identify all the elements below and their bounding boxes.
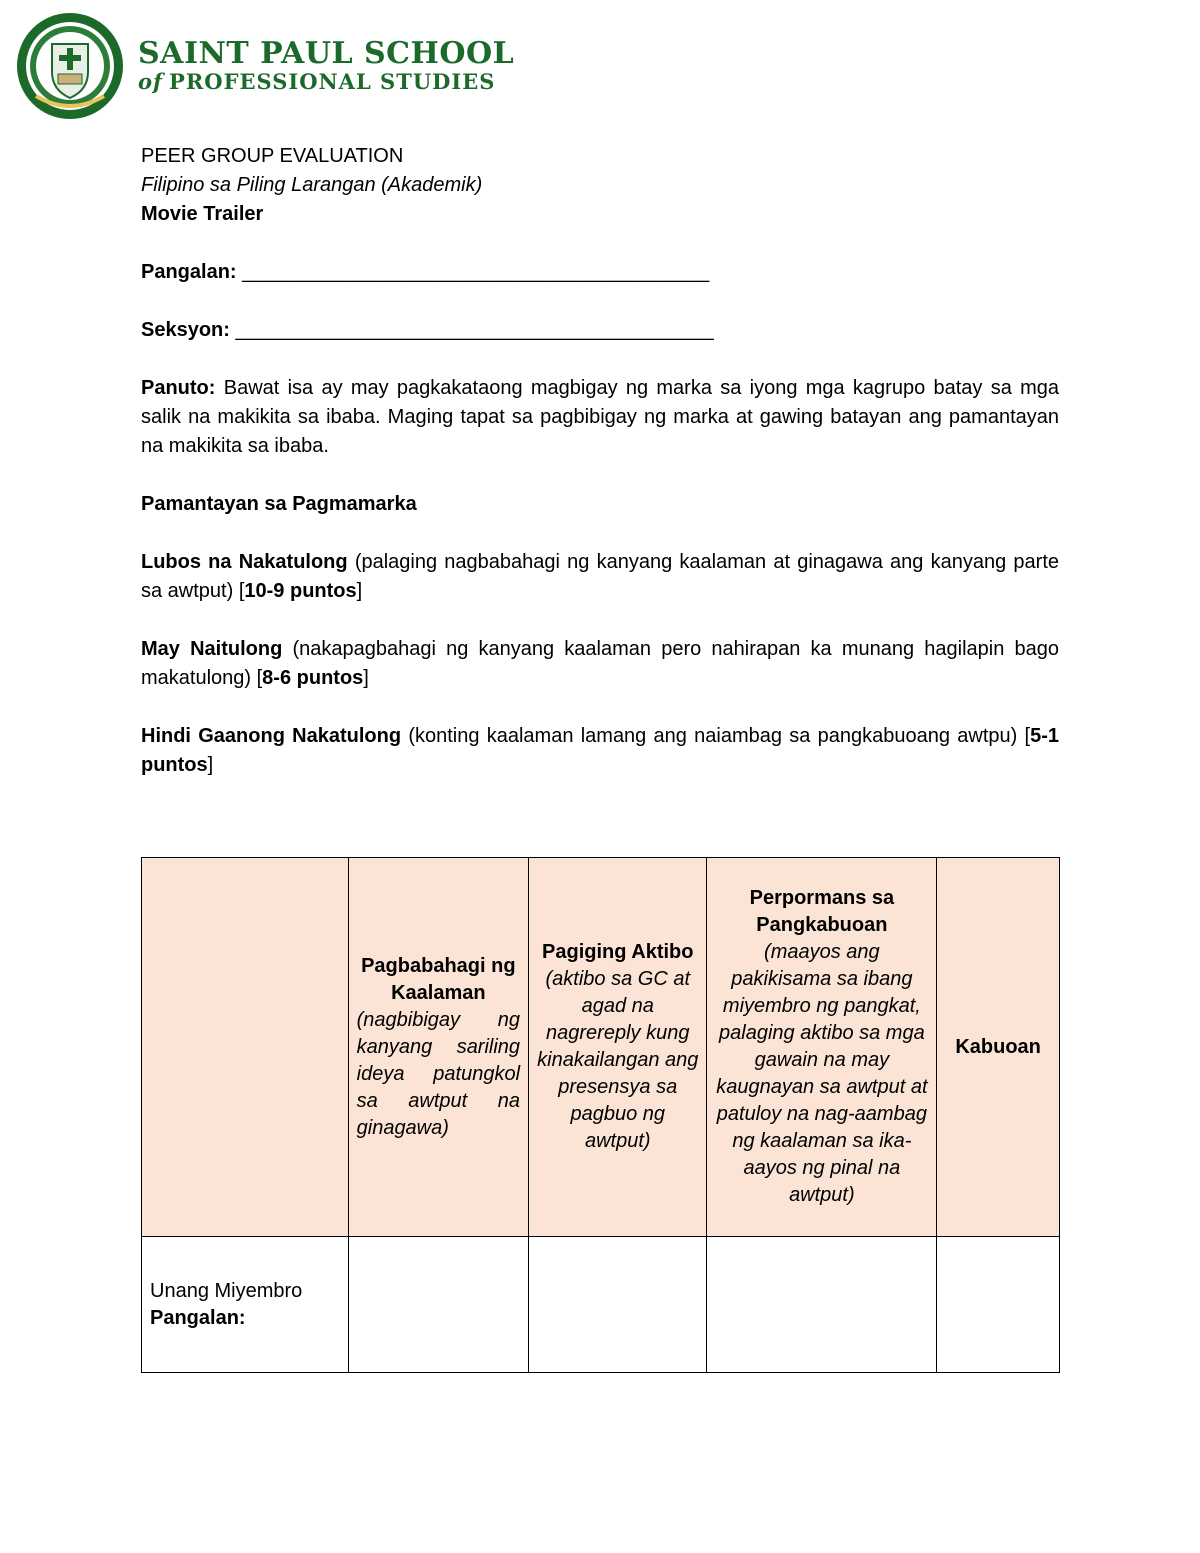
header-cell-perpormans xyxy=(707,858,937,1237)
member-cell xyxy=(142,1237,349,1373)
school-seal-logo xyxy=(14,12,127,120)
score-cell-pagiging-aktibo[interactable] xyxy=(529,1237,707,1373)
level-name: Lubos na Nakatulong xyxy=(141,551,348,573)
peer-evaluation-table xyxy=(141,857,1060,1373)
member-name-label: Pangalan: xyxy=(150,1306,246,1329)
instructions-paragraph xyxy=(141,374,1059,461)
subject-line: Filipino sa Piling Larangan (Akademik) xyxy=(141,174,483,196)
level-desc: (nakapagbahagi ng kanyang kaalaman pero nahirapan ka munang hagilapin bago makatulong) [ xyxy=(141,638,1060,689)
section-label: Seksyon: xyxy=(141,319,230,341)
level-name: Hindi Gaanong Nakatulong xyxy=(141,725,402,747)
column-title: Pagbabahagi ng Kaalaman xyxy=(361,954,516,1004)
level-desc: (palaging nagbabahagi ng kanyang kaalaman at ginagawa ang kanyang parte sa awtput) [ xyxy=(141,551,1059,602)
level-close: ] xyxy=(363,667,369,689)
score-cell-pagbabahagi[interactable] xyxy=(348,1237,528,1373)
column-desc: (maayos ang pakikisama sa ibang miyembro ng pangkat, palaging aktibo sa mga gawain na may kaugnayan sa awtput at patuloy na nag-aambag ng kaalaman sa ika-aayos ng pinal na awtput) xyxy=(716,941,928,1206)
header-cell-kabuoan xyxy=(937,858,1060,1237)
activity-line: Movie Trailer xyxy=(141,203,264,225)
column-title: Kabuoan xyxy=(955,1035,1041,1058)
school-name-line2 xyxy=(138,70,514,94)
school-header xyxy=(14,12,534,120)
section-blank: ___________________________________________ xyxy=(235,319,714,341)
table-row xyxy=(142,1237,1060,1373)
section-field-line xyxy=(141,316,1059,345)
score-cell-kabuoan[interactable] xyxy=(937,1237,1060,1373)
name-blank: __________________________________________ xyxy=(242,261,710,283)
header-cell-pagiging-aktibo xyxy=(529,858,707,1237)
level-name: May Naitulong xyxy=(141,638,283,660)
level-close: ] xyxy=(356,580,363,602)
level-points: 10-9 puntos xyxy=(244,580,357,602)
column-desc: (aktibo sa GC at agad na nagrereply kung kinakailangan ang presensya sa pagbuo ng awtput) xyxy=(537,968,699,1152)
school-name-line1: SAINT PAUL SCHOOL xyxy=(138,36,515,71)
column-desc: (nagbibigay ng kanyang sariling ideya patungkol sa awtput na ginagawa) xyxy=(356,1008,521,1139)
document-body xyxy=(141,142,1059,780)
column-title: Pagiging Aktibo xyxy=(542,941,694,963)
criteria-heading: Pamantayan sa Pagmamarka xyxy=(141,493,417,515)
member-label: Unang Miyembro xyxy=(150,1279,303,1302)
table-header-row xyxy=(142,858,1060,1237)
criteria-level-3 xyxy=(141,722,1059,780)
criteria-level-2 xyxy=(141,635,1059,693)
level-desc: (konting kaalaman lamang ang naiambag sa pangkabuoang awtpu) [ xyxy=(401,725,1031,747)
school-name-of: of xyxy=(138,69,164,94)
header-cell-pagbabahagi xyxy=(348,858,528,1237)
level-points: 5-1 puntos xyxy=(141,725,1060,776)
instructions-text: Bawat isa ay may pagkakataong magbigay ng marka sa iyong mga kagrupo batay sa mga salik na makikita sa ibaba. Maging tapat sa pagbibigay ng marka at gawing batayan ang pamantayan na makikita sa ibaba. xyxy=(141,377,1060,457)
instructions-label: Panuto: xyxy=(141,377,216,399)
header-cell-blank xyxy=(142,858,349,1237)
school-name-professional: PROFESSIONAL STUDIES xyxy=(169,69,496,94)
column-title: Perpormans sa Pangkabuoan xyxy=(749,887,895,936)
name-field-line xyxy=(141,258,1059,287)
level-close: ] xyxy=(207,754,214,776)
level-points: 8-6 puntos xyxy=(262,667,364,689)
score-cell-perpormans[interactable] xyxy=(707,1237,937,1373)
document-title: PEER GROUP EVALUATION xyxy=(141,145,404,167)
criteria-level-1 xyxy=(141,548,1059,606)
name-label: Pangalan: xyxy=(141,261,237,283)
